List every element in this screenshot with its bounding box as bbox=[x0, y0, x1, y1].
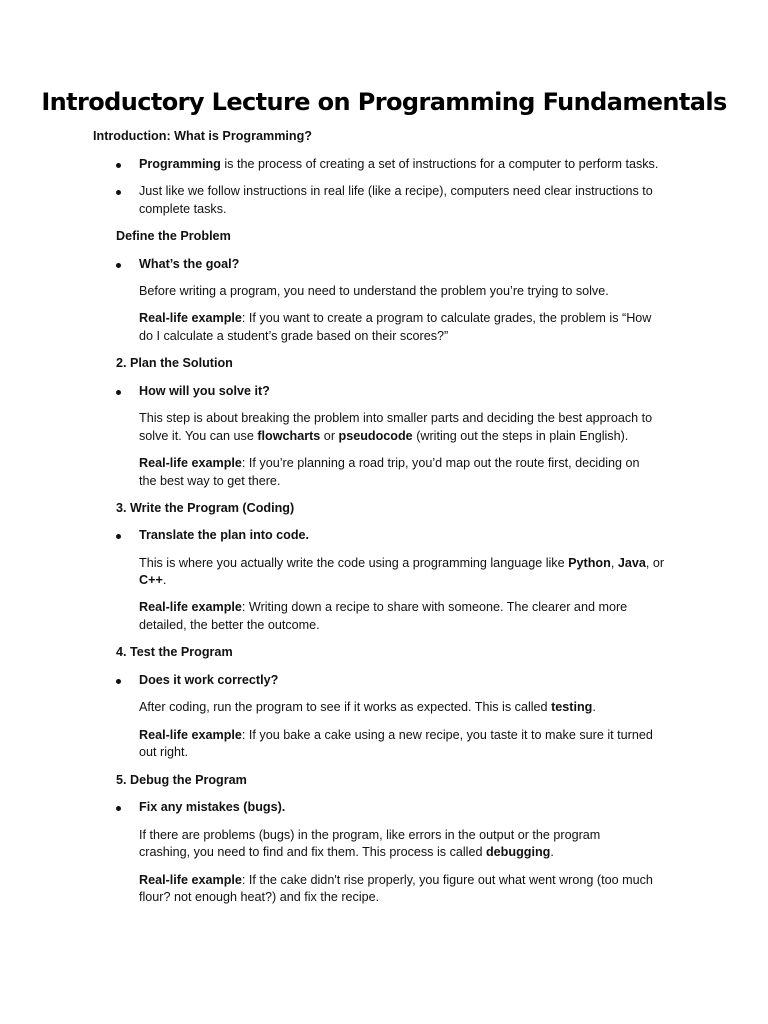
step2-example-line2: the best way to get there. bbox=[139, 474, 281, 488]
separator: , bbox=[610, 556, 618, 570]
bullet-icon bbox=[116, 163, 121, 168]
intro-bullet-1-text: is the process of creating a set of instructions for a computer to perform tasks. bbox=[220, 157, 659, 171]
example-text: : If you bake a cake using a new recipe, you taste it to make sure it turned bbox=[241, 728, 653, 742]
step1-example-line2: do I calculate a student’s grade based on their scores?” bbox=[139, 329, 449, 343]
step3-question: Translate the plan into code. bbox=[139, 528, 310, 542]
body-text: (writing out the steps in plain English). bbox=[412, 429, 629, 443]
body-text: This is where you actually write the code using a programming language like bbox=[139, 556, 569, 570]
section-heading-define-problem: Define the Problem bbox=[116, 229, 231, 243]
section-heading-write-program: 3. Write the Program (Coding) bbox=[116, 501, 295, 515]
step3-example-line2: detailed, the better the outcome. bbox=[139, 618, 320, 632]
term-programming: Programming bbox=[139, 157, 221, 171]
section-heading-plan-solution: 2. Plan the Solution bbox=[116, 356, 233, 370]
step2-body-line2 bbox=[139, 428, 628, 446]
separator: . bbox=[592, 700, 596, 714]
step5-example-line2: flour? not enough heat?) and fix the recipe. bbox=[139, 890, 380, 904]
term-flowcharts: flowcharts bbox=[257, 429, 321, 443]
intro-bullet-2-line1: Just like we follow instructions in real life (like a recipe), computers need clear instructions to bbox=[139, 184, 653, 198]
step5-body-line1: If there are problems (bugs) in the program, like errors in the output or the program bbox=[139, 828, 601, 842]
bullet-icon bbox=[116, 390, 121, 395]
step5-body-line2 bbox=[139, 844, 554, 862]
example-text: : If you want to create a program to calculate grades, the problem is “How bbox=[241, 311, 652, 325]
body-text: or bbox=[320, 429, 339, 443]
example-label: Real-life example bbox=[139, 873, 242, 887]
section-heading-debug-program: 5. Debug the Program bbox=[116, 773, 247, 787]
step4-example-line1 bbox=[139, 727, 653, 745]
step4-question: Does it work correctly? bbox=[139, 673, 279, 687]
step1-body: Before writing a program, you need to understand the problem you’re trying to solve. bbox=[139, 284, 609, 298]
term-debugging: debugging bbox=[485, 845, 551, 859]
step3-body-line2 bbox=[139, 572, 166, 590]
intro-bullet-1 bbox=[139, 156, 658, 174]
step4-example-line2: out right. bbox=[139, 745, 189, 759]
body-text: solve it. You can use bbox=[139, 429, 258, 443]
separator: , or bbox=[645, 556, 665, 570]
term-testing: testing bbox=[551, 700, 593, 714]
step1-question: What’s the goal? bbox=[139, 257, 240, 271]
example-label: Real-life example bbox=[139, 311, 242, 325]
section-heading-test-program: 4. Test the Program bbox=[116, 645, 233, 659]
step3-example-line1 bbox=[139, 599, 627, 617]
body-text: After coding, run the program to see if it works as expected. This is called bbox=[139, 700, 552, 714]
example-text: : Writing down a recipe to share with someone. The clearer and more bbox=[241, 600, 628, 614]
bullet-icon bbox=[116, 806, 121, 811]
example-label: Real-life example bbox=[139, 728, 242, 742]
example-text: : If the cake didn't rise properly, you figure out what went wrong (too much bbox=[241, 873, 653, 887]
separator: . bbox=[162, 573, 167, 587]
step5-example-line1 bbox=[139, 872, 653, 890]
bullet-icon bbox=[116, 263, 121, 268]
example-label: Real-life example bbox=[139, 600, 242, 614]
bullet-icon bbox=[116, 679, 121, 684]
intro-bullet-2-line2: complete tasks. bbox=[139, 202, 227, 216]
step5-question: Fix any mistakes (bugs). bbox=[139, 800, 286, 814]
intro-heading: Introduction: What is Programming? bbox=[93, 129, 312, 143]
example-label: Real-life example bbox=[139, 456, 242, 470]
term-java: Java bbox=[617, 556, 646, 570]
separator: . bbox=[550, 845, 554, 859]
step2-example-line1 bbox=[139, 455, 640, 473]
step2-body-line1: This step is about breaking the problem into smaller parts and deciding the best approach to bbox=[139, 411, 653, 425]
bullet-icon bbox=[116, 534, 121, 539]
step2-question: How will you solve it? bbox=[139, 384, 270, 398]
example-text: : If you’re planning a road trip, you’d map out the route first, deciding on bbox=[241, 456, 640, 470]
step4-body bbox=[139, 699, 596, 717]
body-text: crashing, you need to find and fix them. This process is called bbox=[139, 845, 486, 859]
term-pseudocode: pseudocode bbox=[338, 429, 413, 443]
step3-body-line1 bbox=[139, 555, 664, 573]
step1-example-line1 bbox=[139, 310, 651, 328]
document-title: Introductory Lecture on Programming Fundamentals bbox=[41, 88, 727, 116]
term-python: Python bbox=[568, 556, 611, 570]
term-cpp: C++ bbox=[139, 573, 163, 587]
bullet-icon bbox=[116, 190, 121, 195]
